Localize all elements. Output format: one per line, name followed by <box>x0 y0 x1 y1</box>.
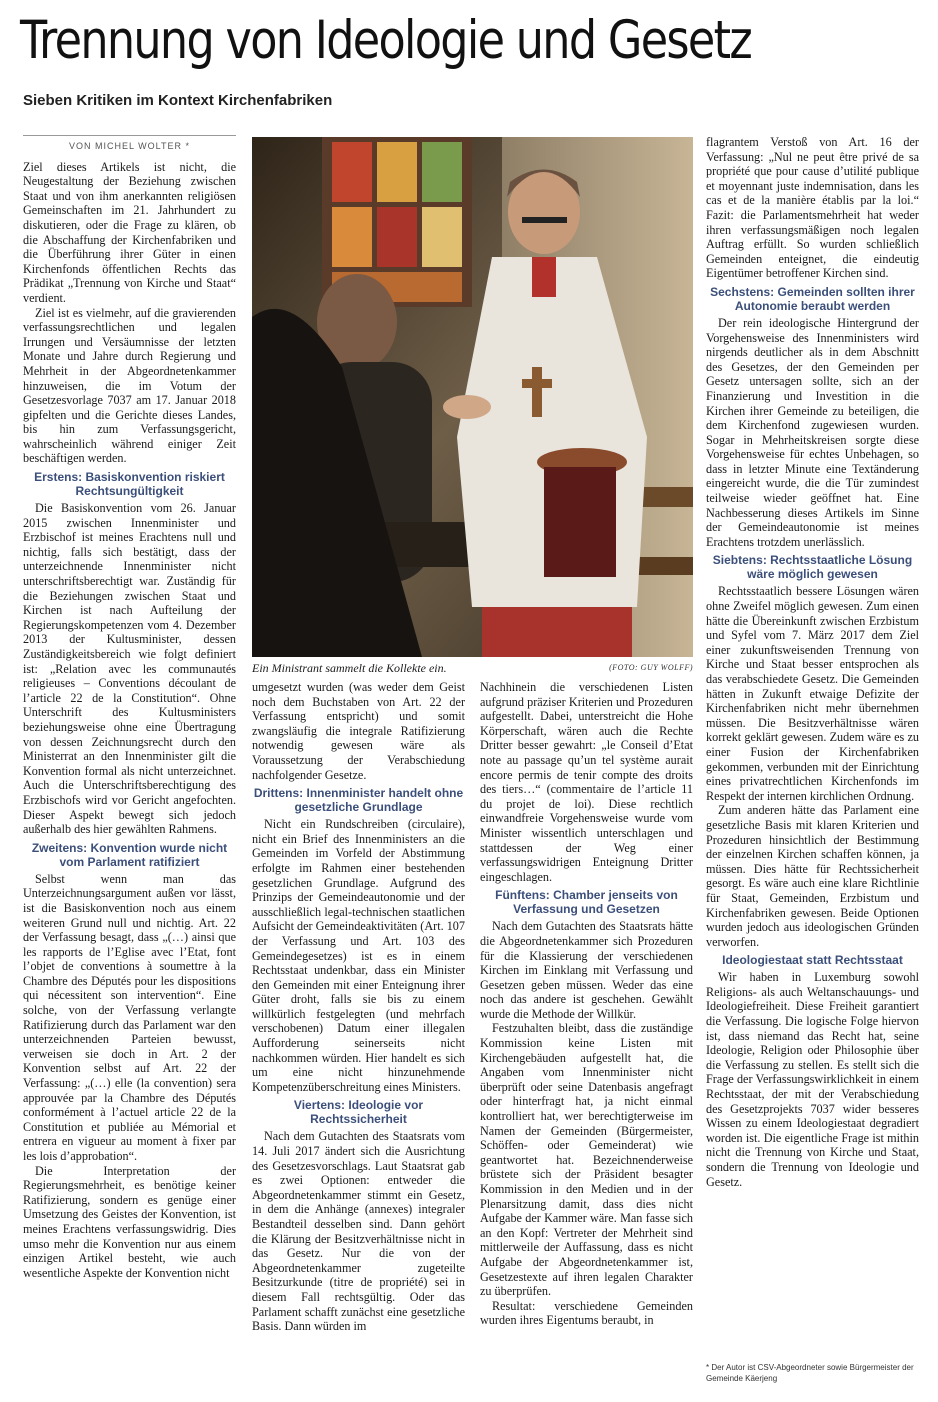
section-heading: Sechstens: Gemeinden sollten ihrer Autonomie beraubt werden <box>710 284 915 313</box>
article-column-3 <box>480 680 693 1397</box>
paragraph: Selbst wenn man das Unterzeichnungsargument außen vor lässt, ist die Basiskonvention noch aus einem weiteren Grund null und nichtig. Art. 22 der Verfassung besagt, dass „(…) ainsi que les rapports de l’Eglise avec l’Etat, font l’objet de conventions à soumettre à la Chambre des Députés pour les dispositions qui nécessitent son intervention“. Eine solche, von der Verfassung verlangte Ratifizierung durch das Parlament war den unterzeichnenden Parteien bewusst, verweisen sie doch in Art. 2 der Konvention selbst auf Art. 22 der Verfassung: „(…) elle (la convention) sera approuvée par la Chambre des Députés conformément à l’actuel article 22 de la Constitution et publiée au Mémorial et entrera en vigueur au moment à fixer par les lois d’approbation“. <box>23 871 236 1163</box>
caption-text: Ein Ministrant sammelt die Kollekte ein. <box>252 661 447 675</box>
paragraph: Resultat: verschiedene Gemeinden wurden ihres Eigentums beraubt, in <box>480 1298 693 1328</box>
paragraph: Nicht ein Rundschreiben (circulaire), nicht ein Brief des Innenministers an die Gemeinden im Vorfeld der Abstimmung erfolgte im Rahmen einer bestehenden gesetzlichen Grundlage. Aufgrund des Prinzips der Gemeindeautonomie und der ausschließlich legal-technischen staatlichen Aufsicht der Gemeindeaktivitäten (Art. 107 der Verfassung und Art. 103 des Gemeindegesetzes) ist es in einem Rechtsstaat undenkbar, dass ein Minister den Gemeinden mit einer Enteignung ihrer Güter droht, falls sie bis zu einem willkürlich festgelegten (und mehrfach verschobenen) Datum einer illegalen Aufforderung seinerseits nicht nachkommen würden. Hier handelt es sich um eine nicht hinzunehmende Kompetenzüberschreitung eines Ministers. <box>252 817 465 1094</box>
paragraph: Nach dem Gutachten des Staatsrats vom 14. Juli 2017 ändert sich die Ausrichtung des Gesetzesvorschlags. Laut Staatsrat gab es zwei Optionen: entweder die Abgeordnetenkammer stimmt ein Gesetz, in dem die Anhänge (annexes) integraler Bestandteil desselben sind. Dann gehört die Klärung der Besitzverhältnisse nicht in das Gesetz. Nur die von der Abgeordnetenkammer zugeteilte Besitzurkunde (titre de propriété) sei in diesem Fall rechtsgültig. Oder das Parlament schafft zunächst eine gesetzliche Basis. Dann würden im <box>252 1129 465 1334</box>
paragraph: Zum anderen hätte das Parlament eine gesetzliche Basis mit klaren Kriterien und Prozeduren hinsichtlich der Bestimmung der einzelnen Kirchen schaffen können, ja müssen. Dies hätte für Rechtssicherheit gesorgt. Es wäre auch eine klare Richtlinie für Staat, Gemeinden, Erzbistum und Kirchenfabriken gewesen. Beide Optionen wurden jedoch aus ideologischen Gründen verworfen. <box>706 803 919 949</box>
section-heading: Viertens: Ideologie vor Rechtssicherheit <box>293 1098 424 1127</box>
article-column-4 <box>706 135 919 1355</box>
paragraph: Ziel dieses Artikels ist nicht, die Neugestaltung der Beziehung zwischen Staat und von ihm anerkannten religiösen Gemeinschaften im 21. Jahrhundert zu diskutieren, oder die Frage zu klären, ob die Abschaffung der Kirchenfabriken und die Überführung ihrer Güter in einen Kirchenfonds öffentlichen Rechts das Prädikat „Trennung von Kirche und Staat“ verdient. <box>23 159 236 305</box>
section-heading: Erstens: Basiskonvention riskiert Rechtsungültigkeit <box>34 470 225 499</box>
paragraph: Rechtsstaatlich bessere Lösungen wären ohne Zweifel möglich gewesen. Zum einen hätte die Übereinkunft zwischen Erzbistum und Syfel vom 7. März 2017 dem Ziel einer zukunftsweisenden Trennung von Kirche und Staat besser entsprochen als das verabschiedete Gesetz. Die Gemeinden hätten in Zukunft etwaige Defizite der Kirchenfabriken nicht mehr übernehmen müssen. Die Besitzverhältnisse wären korrekt geklärt gewesen. Zudem wäre es zu einer Fusion der Kirchenfabriken gekommen, verbunden mit der Einrichtung eines privatrechtlichen Kirchenfonds im Respekt der internen kirchlichen Ordnung. <box>706 584 919 803</box>
photo-credit: (FOTO: GUY WOLFF) <box>609 663 693 672</box>
subheadline: Sieben Kritiken im Kontext Kirchenfabriken <box>23 92 333 109</box>
section-heading: Zweitens: Konvention wurde nicht vom Parlament ratifiziert <box>31 840 228 869</box>
paragraph: Festzuhalten bleibt, dass die zuständige Kommission keine Listen mit Kirchengebäuden aufgestellt hat, die Angaben vom Innenminister nicht überprüft oder seine Datenbasis angefragt oder hinterfragt hat, ja nicht einmal kontrolliert hat, wer berechtigterweise im Namen der Gemeinden (Bürgermeister, Schöffen- oder Gemeinderat) wie geantwortet hat. Bezeichnenderweise brüstete sich der Präsident besagter Kommission in den Medien und in der Plenarsitzung damit, dass dies nicht Aufgabe der Kammer wäre. Man fasse sich an den Kopf: Vertreter der Mehrheit sind mittlerweile der Auffassung, dass es nicht Aufgabe der Abgeordnetenkammer ist, Gesetzestexte auf ihren legalen Charakter zu überprüfen. <box>480 1021 693 1299</box>
article-column-2 <box>252 680 465 1397</box>
article-column-1 <box>23 135 236 1397</box>
paragraph: Der rein ideologische Hintergrund der Vorgehensweise des Innenministers wird nirgends deutlicher als in dem Abschnitt des Gesetzes, der den Gemeinden per Gesetz untersagen sollte, sich an der Finanzierung und Investition in die Kirchen ihrer Gemeinde zu beteiligen, die dem Kirchenfond zugewiesen wurden. Sogar in Mehrheitskreisen sorgte diese Vorgehensweise für echtes Unbehagen, so dass in letzter Minute eine Textänderung eingereicht wurde, die die Tür zumindest teilweise wieder geöffnet hat. Eine Nachbesserung dieses Artikels im Sinne der Gemeindeautonomie ist meines Erachtens trotzdem unerlässlich. <box>706 315 919 549</box>
paragraph: Die Basiskonvention vom 26. Januar 2015 zwischen Innenminister und Erzbischof ist meines Erachtens null und nichtig, falls sich bestätigt, dass der unterzeichnende Innenminister nicht unterschriftsberechtigt war. Zuständig für die Beziehungen zwischen Staat und Kirchen ist nach Aufteilung der Regierungskompetenzen vom 4. Dezember 2013 der Kultusminister, dessen Zuständigkeitsbereich wie folgt definiert ist: „Relation avec les communautés religieuses – Conventions découlant de l’article 22 de la Constitution“. Ohne Unterschrift des Kultusministers beziehungsweise ohne eine Übertragung von dessen Zeichnungsrecht durch den Ministerrat an den Innenminister gilt die Konvention formal als nicht unterzeichnet. Auch die Unterschriftsberechtigung des Erzbischofs wird vor Gericht angefochten. Dieser Aspekt bewegt sich jedoch außerhalb des hier gewählten Rahmens. <box>23 501 236 837</box>
paragraph: Nachhinein die verschiedenen Listen aufgrund präziser Kriterien und Prozeduren aufgestellt. Dabei, unterstreicht die Hohe Körperschaft, wären auch die Rechte Dritter besser gewahrt: „le Conseil d’Etat note au passage qu’un tel système aurait encore permis de tenir compte des droits des tiers…“ (commentaire de l’article 11 du projet de loi). Diese rechtlich einwandfreie Vorgehensweise wurde vom Minister wissentlich unterschlagen und stattdessen der Weg einer verfassungswidrigen Enteignung Dritter eingeschlagen. <box>480 680 693 884</box>
author-footnote: * Der Autor ist CSV-Abgeordneter sowie Bürgermeister der Gemeinde Käerjeng <box>706 1363 914 1383</box>
paragraph: Ziel ist es vielmehr, auf die gravierenden verfassungsrechtlichen und legalen Irrungen und Versäumnisse der letzten Monate und Jahre durch Regierung und Mehrheit in der Abgeordnetenkammer hinzuweisen, die im Votum der Gesetzesvorlage 7037 am 17. Januar 2018 gipfelten und die Gerichte dieses Landes, bis hin zum Verfassungsgericht, wahrscheinlich während einiger Zeit beschäftigen werden. <box>23 305 236 466</box>
paragraph: umgesetzt wurden (was weder dem Geist noch dem Buchstaben von Art. 22 der Verfassung entspricht) und somit zwangsläufig die integrale Ratifizierung notwendig gewesen wäre als Voraussetzung der Verabschiedung nachfolgender Gesetze. <box>252 680 465 782</box>
section-heading: Drittens: Innenminister handelt ohne gesetzliche Grundlage <box>253 786 464 815</box>
section-heading: Fünftens: Chamber jenseits von Verfassung und Gesetzen <box>495 888 678 917</box>
paragraph: Die Interpretation der Regierungsmehrheit, es benötige keiner Ratifizierung, sondern es genüge einer Umsetzung des Geistes der Konvention, ist meines Erachtens verfassungswidrig. Dies umso mehr die Konvention nur aus einem einzigen Artikel besteht, wie auch wesentliche Aspekte der Konvention nicht <box>23 1163 236 1280</box>
section-heading: Siebtens: Rechtsstaatliche Lösung wäre möglich gewesen <box>712 553 913 582</box>
photo-caption <box>252 661 693 677</box>
paragraph: Wir haben in Luxemburg sowohl Religions- als auch Weltanschauungs- und Ideologiefreiheit. Diese Freiheit garantiert die Verfassung. Die logische Folge hiervon ist, dass niemand das Recht hat, seine Ideologie, Religion oder Philosophie über die Verfassung zu stellen. Es stellt sich die Frage der Verfassungswirklichkeit in einem Rechtsstaat, der mit der Verabschiedung des Gesetzprojekts 7037 wider besseres Wissen zu einem Ideologiestaat degradiert worden ist. Die eigentliche Frage ist mithin nicht die Trennung von Kirche und Staat, sondern die Trennung von Ideologie und Gesetz. <box>706 970 919 1189</box>
section-heading: Ideologiestaat statt Rechtsstaat <box>722 953 903 968</box>
article-photo <box>252 137 693 657</box>
altar-boy-photo <box>252 137 693 657</box>
byline: VON MICHEL WOLTER * <box>23 135 236 154</box>
paragraph: flagrantem Verstoß von Art. 16 der Verfassung: „Nul ne peut être privé de sa propriété que pour cause d’utilité publique et moyennant juste indemnisation, dans les cas et de la manière établis par la loi.“ Fazit: die Parlamentsmehrheit hat weder ihren verfassungsmäßigen noch legalen Auftrag erfüllt. So wurden schließlich Gemeinden enteignet, die eindeutig Eigentümer betroffener Kirchen sind. <box>706 135 919 281</box>
headline: Trennung von Ideologie und Gesetz <box>20 10 752 71</box>
paragraph: Nach dem Gutachten des Staatsrats hätte die Abgeordnetenkammer sich Prozeduren für die Klassierung der verschiedenen Kirchen im Einklang mit Verfassung und Gesetzen geben müssen. Weder das eine noch das andere ist geschehen. Gewählt wurde die Methode der Willkür. <box>480 919 693 1021</box>
